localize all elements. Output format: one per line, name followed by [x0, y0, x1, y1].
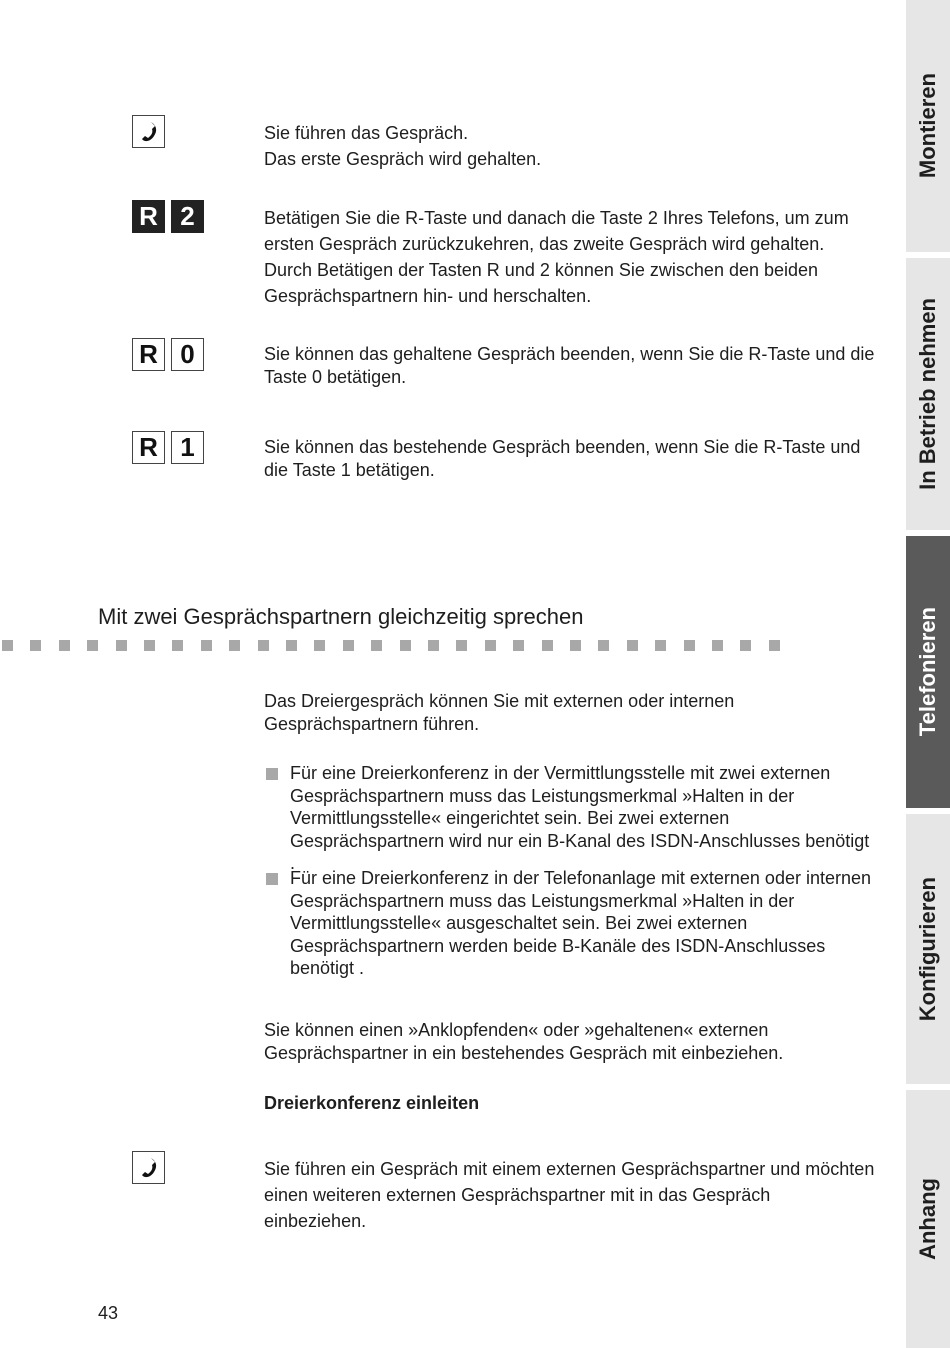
divider-dot: [428, 640, 439, 651]
divider-dot: [627, 640, 638, 651]
divider-dot: [513, 640, 524, 651]
divider-dot: [116, 640, 127, 651]
step-1-text: [264, 120, 876, 172]
divider-dot: [144, 640, 155, 651]
digit-1-key: 1: [171, 431, 204, 464]
divider-dot: [2, 640, 13, 651]
divider-dot: [30, 640, 41, 651]
tab-label: Anhang: [915, 1178, 940, 1260]
divider-dot: [286, 640, 297, 651]
handset-icon: [139, 1157, 159, 1179]
bullet-item-2: Für eine Dreierkonferenz in der Telefonanlage mit externen oder internen Gesprächspartnern muss das Leistungsmerkmal »Halten in der Vermittlungsstelle« ausgeschaltet sein. Bei zwei externen Gesprächspartnern werden beide B-Kanäle des ISDN-Anschlusses benötigt .: [290, 868, 872, 978]
divider-dot: [258, 640, 269, 651]
tab-montieren[interactable]: [906, 0, 950, 252]
divider-dot: [371, 640, 382, 651]
final-step-text: Sie führen ein Gespräch mit einem externen Gesprächspartner und möchten einen weiteren externen Gesprächspartner mit in das Gespräch einbeziehen.: [264, 1159, 875, 1231]
section-paragraph-2: Sie können einen »Anklopfenden« oder »gehaltenen« externen Gesprächspartner in ein bestehendes Gespräch mit einbeziehen.: [264, 1020, 784, 1063]
divider-dot: [570, 640, 581, 651]
tab-label: Montieren: [915, 73, 940, 179]
step-2-text: Betätigen Sie die R-Taste und danach die Taste 2 Ihres Telefons, um zum ersten Gespräch zurückzukehren, das zweite Gespräch wird gehalten. Durch Betätigen der Tasten R und 2 können Sie zwischen den beiden Gesprächspartnern hin- und herschalten.: [264, 208, 849, 306]
tab-anhang[interactable]: [906, 1090, 950, 1348]
step-4-text: Sie können das bestehende Gespräch beenden, wenn Sie die R-Taste und die Taste 1 betätigen.: [264, 437, 861, 480]
divider-dot: [343, 640, 354, 651]
section-heading: Mit zwei Gesprächspartnern gleichzeitig sprechen: [98, 604, 584, 629]
bullet-marker: [266, 768, 278, 780]
section-intro: Das Dreiergespräch können Sie mit externen oder internen Gesprächspartnern führen.: [264, 691, 735, 734]
page-number: 43: [98, 1303, 119, 1323]
dotted-divider: [0, 640, 800, 652]
digit-2-key: 2: [171, 200, 204, 233]
divider-dot: [684, 640, 695, 651]
divider-dot: [456, 640, 467, 651]
divider-dot: [201, 640, 212, 651]
step-1-line-2: Das erste Gespräch wird gehalten.: [264, 149, 542, 169]
divider-dot: [598, 640, 609, 651]
subheading: Dreierkonferenz einleiten: [264, 1093, 480, 1113]
tab-konfigurieren[interactable]: [906, 814, 950, 1084]
bullet-item-1: Für eine Dreierkonferenz in der Vermittlungsstelle mit zwei externen Gesprächspartnern muss das Leistungsmerkmal »Halten in der Vermittlungsstelle« eingerichtet sein. Bei zwei externen Gesprächspartnern wird nur ein B-Kanal des ISDN-Anschlusses benötigt .: [290, 763, 870, 873]
divider-dot: [87, 640, 98, 651]
tab-label: Telefonieren: [915, 607, 940, 737]
divider-dot: [712, 640, 723, 651]
divider-dot: [655, 640, 666, 651]
divider-dot: [172, 640, 183, 651]
handset-key-icon: [132, 1151, 165, 1184]
divider-dot: [59, 640, 70, 651]
handset-icon: [139, 121, 159, 143]
tab-in-betrieb-nehmen[interactable]: [906, 258, 950, 530]
bullet-marker: [266, 873, 278, 885]
step-3-text: Sie können das gehaltene Gespräch beenden, wenn Sie die R-Taste und die Taste 0 betätigen.: [264, 344, 875, 387]
divider-dot: [542, 640, 553, 651]
tab-label: Konfigurieren: [915, 876, 940, 1022]
digit-0-key: 0: [171, 338, 204, 371]
step-1-line-1: Sie führen das Gespräch.: [264, 123, 469, 143]
divider-dot: [229, 640, 240, 651]
tab-telefonieren[interactable]: [906, 536, 950, 808]
divider-dot: [485, 640, 496, 651]
divider-dot: [314, 640, 325, 651]
r-key: R: [132, 338, 165, 371]
tab-label: In Betrieb nehmen: [915, 298, 940, 490]
handset-key-icon: [132, 115, 165, 148]
r-key: R: [132, 431, 165, 464]
divider-dot: [769, 640, 780, 651]
r-key: R: [132, 200, 165, 233]
divider-dot: [740, 640, 751, 651]
divider-dot: [400, 640, 411, 651]
